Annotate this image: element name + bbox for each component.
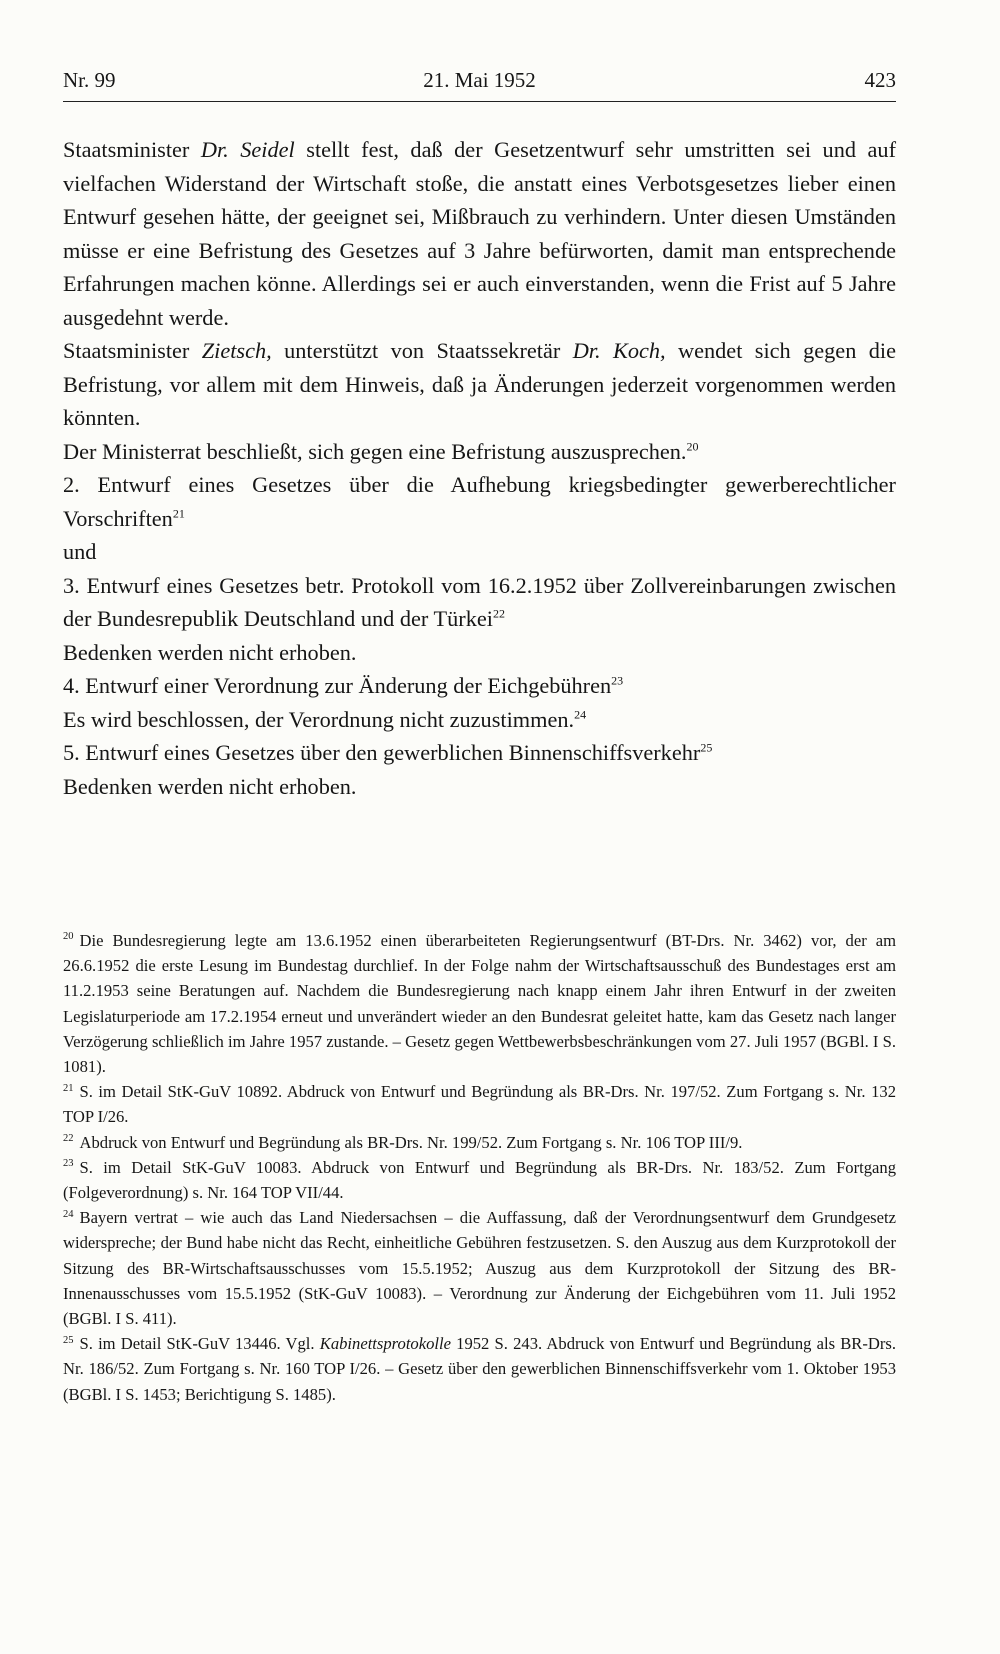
paragraph-zietsch: Staatsminister Zietsch, unterstützt von Staatssekretär Dr. Koch, wendet sich gegen die Befristung, vor allem mit dem Hinweis, daß ja Änderungen jederzeit vorgenommen werden könnten. xyxy=(63,338,896,430)
footnote-24: $^{24}$ Bayern vertrat – wie auch das Land Niedersachsen – die Auffassung, daß der Verordnungsentwurf dem Grundgesetz widerspreche; der Bund habe nicht das Recht, einheitliche Gebühren festzusetzen. S. den Auszug aus dem Kurzprotokoll der Sitzung des BR-Wirtschaftsausschusses vom 15.5.1952; Auszug aus dem Kurzprotokoll der Sitzung des BR-Innenausschusses vom 15.5.1952 (StK-GuV 10083). – Verordnung zur Änderung der Eichgebühren vom 11. Juli 1952 (BGBl. I S. 411). xyxy=(63,1208,896,1329)
publication-title: Kabinettsprotokolle xyxy=(319,1334,451,1354)
conjunction-line: und xyxy=(63,539,97,564)
header-rule xyxy=(63,101,896,102)
decision-line: Bedenken werden nicht erhoben. xyxy=(63,639,357,665)
footnotes xyxy=(63,928,896,1407)
footnote-ref: 23 xyxy=(611,673,624,688)
footnote-number: 20 xyxy=(63,931,74,943)
agenda-item-2: 2. Entwurf eines Gesetzes über die Aufhebung kriegsbedingter gewerberechtlicher Vorschriften$^{21}$ xyxy=(63,472,896,531)
footnote-ref: 25 xyxy=(700,740,713,755)
paragraph-seidel: Staatsminister Dr. Seidel stellt fest, daß der Gesetzentwurf sehr umstritten sei und auf vielfachen Widerstand der Wirtschaft stoße, die anstatt eines Verbotsgesetzes lieber einen Entwurf gesehen hätte, der geeignet sei, Mißbrauch zu verhindern. Unter diesen Umständen müsse er eine Befristung des Gesetzes auf 3 Jahre befürworten, damit man entsprechende Erfahrungen machen könne. Allerdings sei er auch einverstanden, wenn die Frist auf 5 Jahre ausgedehnt werde. xyxy=(63,137,896,330)
footnote-ref: 21 xyxy=(172,506,185,521)
footnote-number: 25 xyxy=(63,1334,74,1346)
running-header xyxy=(63,64,896,94)
footnote-number: 21 xyxy=(63,1082,74,1094)
footnote-number: 24 xyxy=(63,1208,74,1220)
page-number: 423 xyxy=(864,68,896,92)
footnote-23: $^{23}$ S. im Detail StK-GuV 10083. Abdruck von Entwurf und Begründung als BR-Drs. Nr. 183/52. Zum Fortgang (Folgeverordnung) s. Nr. 164 TOP VII/44. xyxy=(63,1157,896,1203)
person-name: Dr. Koch, xyxy=(572,338,666,363)
person-name: Zietsch, xyxy=(201,338,272,363)
person-name: Dr. Seidel xyxy=(200,137,295,162)
footnote-number: 23 xyxy=(63,1158,74,1170)
decision-line: Bedenken werden nicht erhoben. xyxy=(63,773,357,799)
decision-line: Es wird beschlossen, der Verordnung nicht zuzustimmen.$^{24}$ xyxy=(63,706,587,732)
agenda-item-5: 5. Entwurf eines Gesetzes über den gewerblichen Binnenschiffsverkehr$^{25}$ xyxy=(63,740,713,765)
document-date: 21. Mai 1952 xyxy=(423,68,536,92)
footnote-number: 22 xyxy=(63,1133,74,1145)
footnote-ref: 24 xyxy=(574,707,587,722)
main-text xyxy=(63,133,896,803)
footnote-22: $^{22}$ Abdruck von Entwurf und Begründung als BR-Drs. Nr. 199/52. Zum Fortgang s. Nr. 106 TOP III/9. xyxy=(63,1132,743,1152)
agenda-item-4: 4. Entwurf einer Verordnung zur Änderung der Eichgebühren$^{23}$ xyxy=(63,673,624,698)
resolution-paragraph: Der Ministerrat beschließt, sich gegen eine Befristung auszusprechen.$^{20}$ xyxy=(63,438,699,464)
footnote-25: $^{25}$ S. im Detail StK-GuV 13446. Vgl. Kabinettsprotokolle 1952 S. 243. Abdruck von Entwurf und Begründung als BR-Drs. Nr. 186/52. Zum Fortgang s. Nr. 160 TOP I/26. – Gesetz über den gewerblichen Binnenschiffsverkehr vom 1. Oktober 1953 (BGBl. I S. 1453; Berichtigung S. 1485). xyxy=(63,1334,897,1404)
agenda-item-3: 3. Entwurf eines Gesetzes betr. Protokoll vom 16.2.1952 über Zollvereinbarungen zwischen der Bundesrepublik Deutschland und der Türkei$^{22}$ xyxy=(63,572,896,631)
footnote-ref: 22 xyxy=(492,606,505,621)
footnote-20: $^{20}$ Die Bundesregierung legte am 13.6.1952 einen überarbeiteten Regierungsentwurf (BT-Drs. Nr. 3462) vor, der am 26.6.1952 die erste Lesung im Bundestag durchlief. In der Folge nahm der Wirtschaftsausschuß des Bundestages erst am 11.2.1953 seine Beratungen auf. Nachdem die Bundesregierung nach knapp einem Jahr ihren Entwurf in der zweiten Legislaturperiode am 17.2.1954 erneut und unverändert wieder an den Bundesrat geleitet hatte, kam das Gesetz nach langer Verzögerung schließlich im Jahre 1957 zustande. – Gesetz gegen Wettbewerbsbeschränkungen vom 27. Juli 1957 (BGBl. I S. 1081). xyxy=(63,931,896,1077)
footnote-ref: 20 xyxy=(686,439,699,454)
document-number: Nr. 99 xyxy=(63,68,116,92)
footnote-21: $^{21}$ S. im Detail StK-GuV 10892. Abdruck von Entwurf und Begründung als BR-Drs. Nr. 197/52. Zum Fortgang s. Nr. 132 TOP I/26. xyxy=(63,1082,896,1127)
